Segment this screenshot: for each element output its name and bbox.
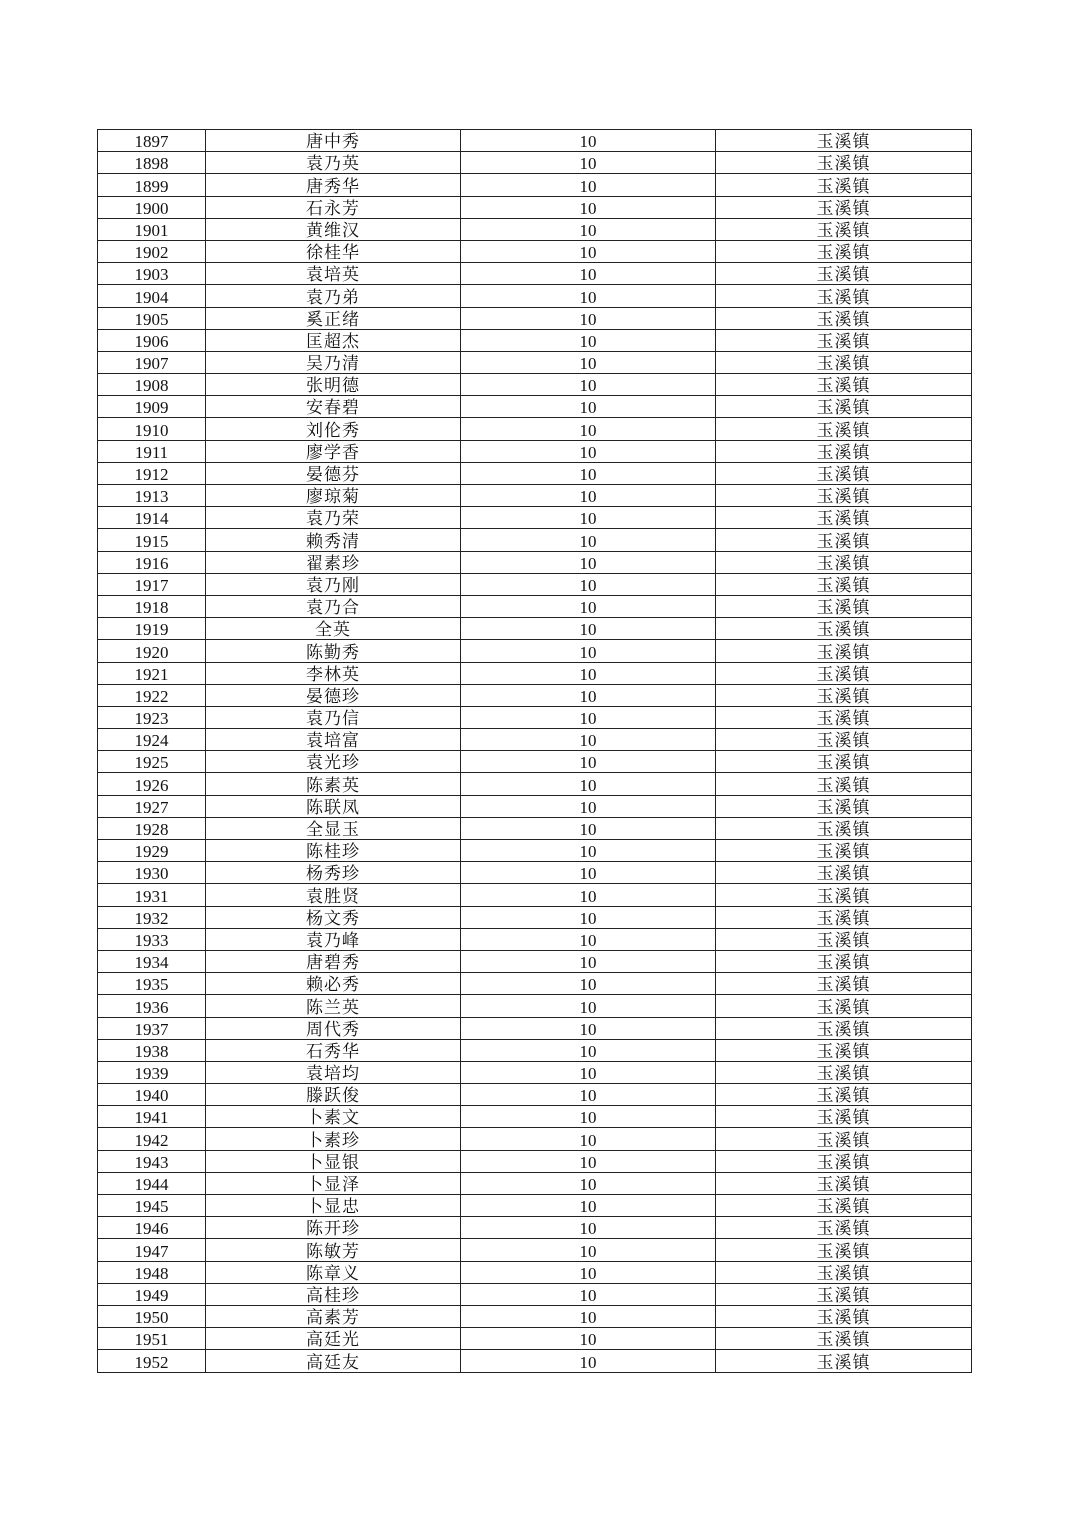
cell-amount: 10 xyxy=(461,218,716,240)
cell-name: 袁培均 xyxy=(206,1061,461,1083)
cell-town: 玉溪镇 xyxy=(716,1217,972,1239)
table-row xyxy=(98,1106,972,1128)
cell-number: 1923 xyxy=(98,706,206,728)
cell-town: 玉溪镇 xyxy=(716,1061,972,1083)
cell-town: 玉溪镇 xyxy=(716,1084,972,1106)
table-row xyxy=(98,418,972,440)
cell-number: 1909 xyxy=(98,396,206,418)
cell-amount: 10 xyxy=(461,817,716,839)
table-row xyxy=(98,263,972,285)
table-row xyxy=(98,840,972,862)
cell-name: 徐桂华 xyxy=(206,240,461,262)
cell-number: 1921 xyxy=(98,662,206,684)
cell-name: 袁培英 xyxy=(206,263,461,285)
cell-amount: 10 xyxy=(461,351,716,373)
cell-town: 玉溪镇 xyxy=(716,1172,972,1194)
table-row xyxy=(98,240,972,262)
cell-number: 1952 xyxy=(98,1350,206,1372)
table-row xyxy=(98,1217,972,1239)
cell-number: 1906 xyxy=(98,329,206,351)
cell-name: 廖琼菊 xyxy=(206,485,461,507)
cell-number: 1944 xyxy=(98,1172,206,1194)
cell-town: 玉溪镇 xyxy=(716,1283,972,1305)
cell-number: 1934 xyxy=(98,950,206,972)
cell-name: 陈桂珍 xyxy=(206,840,461,862)
table-row xyxy=(98,1195,972,1217)
cell-town: 玉溪镇 xyxy=(716,307,972,329)
cell-amount: 10 xyxy=(461,973,716,995)
cell-name: 袁乃弟 xyxy=(206,285,461,307)
records-table xyxy=(97,129,972,1373)
cell-number: 1936 xyxy=(98,995,206,1017)
cell-number: 1939 xyxy=(98,1061,206,1083)
cell-town: 玉溪镇 xyxy=(716,640,972,662)
table-row xyxy=(98,329,972,351)
cell-town: 玉溪镇 xyxy=(716,773,972,795)
table-row xyxy=(98,751,972,773)
cell-town: 玉溪镇 xyxy=(716,485,972,507)
cell-town: 玉溪镇 xyxy=(716,751,972,773)
cell-town: 玉溪镇 xyxy=(716,1328,972,1350)
table-row xyxy=(98,218,972,240)
table-row xyxy=(98,1150,972,1172)
cell-name: 袁培富 xyxy=(206,729,461,751)
cell-name: 陈素英 xyxy=(206,773,461,795)
table-row xyxy=(98,440,972,462)
cell-number: 1907 xyxy=(98,351,206,373)
cell-town: 玉溪镇 xyxy=(716,573,972,595)
cell-number: 1933 xyxy=(98,928,206,950)
cell-amount: 10 xyxy=(461,773,716,795)
cell-number: 1920 xyxy=(98,640,206,662)
cell-number: 1938 xyxy=(98,1039,206,1061)
cell-name: 卜显忠 xyxy=(206,1195,461,1217)
cell-number: 1941 xyxy=(98,1106,206,1128)
cell-name: 高素芳 xyxy=(206,1305,461,1327)
cell-town: 玉溪镇 xyxy=(716,396,972,418)
cell-amount: 10 xyxy=(461,573,716,595)
cell-town: 玉溪镇 xyxy=(716,196,972,218)
cell-name: 卜显银 xyxy=(206,1150,461,1172)
cell-amount: 10 xyxy=(461,462,716,484)
cell-name: 全英 xyxy=(206,618,461,640)
cell-town: 玉溪镇 xyxy=(716,973,972,995)
table-row xyxy=(98,529,972,551)
table-row xyxy=(98,1328,972,1350)
cell-name: 唐秀华 xyxy=(206,174,461,196)
table-row xyxy=(98,174,972,196)
cell-name: 吴乃清 xyxy=(206,351,461,373)
cell-number: 1901 xyxy=(98,218,206,240)
cell-name: 廖学香 xyxy=(206,440,461,462)
cell-number: 1917 xyxy=(98,573,206,595)
cell-name: 安春碧 xyxy=(206,396,461,418)
table-row xyxy=(98,152,972,174)
table-row xyxy=(98,485,972,507)
cell-number: 1942 xyxy=(98,1128,206,1150)
cell-number: 1898 xyxy=(98,152,206,174)
cell-amount: 10 xyxy=(461,1239,716,1261)
table-row xyxy=(98,1350,972,1372)
cell-name: 晏德珍 xyxy=(206,684,461,706)
cell-name: 陈联凤 xyxy=(206,795,461,817)
cell-name: 高桂珍 xyxy=(206,1283,461,1305)
cell-town: 玉溪镇 xyxy=(716,529,972,551)
cell-amount: 10 xyxy=(461,440,716,462)
cell-name: 唐碧秀 xyxy=(206,950,461,972)
cell-name: 袁光珍 xyxy=(206,751,461,773)
table-row xyxy=(98,1305,972,1327)
table-row xyxy=(98,706,972,728)
table-row xyxy=(98,973,972,995)
cell-town: 玉溪镇 xyxy=(716,263,972,285)
cell-name: 晏德芬 xyxy=(206,462,461,484)
cell-name: 周代秀 xyxy=(206,1017,461,1039)
cell-town: 玉溪镇 xyxy=(716,862,972,884)
cell-town: 玉溪镇 xyxy=(716,884,972,906)
cell-name: 赖秀清 xyxy=(206,529,461,551)
table-row xyxy=(98,462,972,484)
cell-amount: 10 xyxy=(461,706,716,728)
table-row xyxy=(98,1172,972,1194)
cell-amount: 10 xyxy=(461,1106,716,1128)
cell-number: 1897 xyxy=(98,130,206,152)
cell-amount: 10 xyxy=(461,1017,716,1039)
table-row xyxy=(98,640,972,662)
cell-name: 袁乃英 xyxy=(206,152,461,174)
cell-number: 1914 xyxy=(98,507,206,529)
cell-town: 玉溪镇 xyxy=(716,285,972,307)
cell-town: 玉溪镇 xyxy=(716,507,972,529)
cell-name: 袁乃信 xyxy=(206,706,461,728)
cell-name: 杨文秀 xyxy=(206,906,461,928)
cell-number: 1913 xyxy=(98,485,206,507)
cell-number: 1932 xyxy=(98,906,206,928)
cell-name: 石秀华 xyxy=(206,1039,461,1061)
cell-amount: 10 xyxy=(461,529,716,551)
cell-number: 1927 xyxy=(98,795,206,817)
cell-number: 1915 xyxy=(98,529,206,551)
cell-number: 1931 xyxy=(98,884,206,906)
cell-amount: 10 xyxy=(461,1350,716,1372)
table-row xyxy=(98,551,972,573)
cell-town: 玉溪镇 xyxy=(716,329,972,351)
cell-amount: 10 xyxy=(461,1150,716,1172)
table-row xyxy=(98,884,972,906)
cell-number: 1919 xyxy=(98,618,206,640)
cell-town: 玉溪镇 xyxy=(716,995,972,1017)
cell-amount: 10 xyxy=(461,995,716,1017)
cell-town: 玉溪镇 xyxy=(716,684,972,706)
table-row xyxy=(98,1061,972,1083)
table-row xyxy=(98,307,972,329)
cell-amount: 10 xyxy=(461,1061,716,1083)
cell-town: 玉溪镇 xyxy=(716,795,972,817)
cell-town: 玉溪镇 xyxy=(716,152,972,174)
cell-amount: 10 xyxy=(461,684,716,706)
cell-town: 玉溪镇 xyxy=(716,1039,972,1061)
cell-town: 玉溪镇 xyxy=(716,706,972,728)
cell-amount: 10 xyxy=(461,662,716,684)
cell-town: 玉溪镇 xyxy=(716,840,972,862)
cell-number: 1922 xyxy=(98,684,206,706)
table-row xyxy=(98,995,972,1017)
cell-name: 陈勤秀 xyxy=(206,640,461,662)
cell-number: 1926 xyxy=(98,773,206,795)
cell-town: 玉溪镇 xyxy=(716,218,972,240)
cell-number: 1946 xyxy=(98,1217,206,1239)
cell-number: 1947 xyxy=(98,1239,206,1261)
cell-amount: 10 xyxy=(461,795,716,817)
cell-number: 1925 xyxy=(98,751,206,773)
cell-number: 1911 xyxy=(98,440,206,462)
table-row xyxy=(98,862,972,884)
cell-town: 玉溪镇 xyxy=(716,662,972,684)
cell-name: 奚正绪 xyxy=(206,307,461,329)
cell-amount: 10 xyxy=(461,196,716,218)
cell-name: 卜素珍 xyxy=(206,1128,461,1150)
cell-town: 玉溪镇 xyxy=(716,729,972,751)
table-row xyxy=(98,1239,972,1261)
cell-town: 玉溪镇 xyxy=(716,1128,972,1150)
cell-amount: 10 xyxy=(461,396,716,418)
cell-number: 1912 xyxy=(98,462,206,484)
cell-number: 1937 xyxy=(98,1017,206,1039)
cell-name: 高廷光 xyxy=(206,1328,461,1350)
cell-amount: 10 xyxy=(461,263,716,285)
cell-name: 袁乃峰 xyxy=(206,928,461,950)
cell-number: 1924 xyxy=(98,729,206,751)
cell-number: 1935 xyxy=(98,973,206,995)
cell-amount: 10 xyxy=(461,884,716,906)
cell-amount: 10 xyxy=(461,1195,716,1217)
cell-town: 玉溪镇 xyxy=(716,1239,972,1261)
table-row xyxy=(98,285,972,307)
cell-amount: 10 xyxy=(461,928,716,950)
cell-name: 刘伦秀 xyxy=(206,418,461,440)
table-row xyxy=(98,773,972,795)
cell-town: 玉溪镇 xyxy=(716,240,972,262)
cell-name: 袁胜贤 xyxy=(206,884,461,906)
table-row xyxy=(98,928,972,950)
cell-amount: 10 xyxy=(461,751,716,773)
table-row xyxy=(98,130,972,152)
cell-amount: 10 xyxy=(461,1172,716,1194)
table-row xyxy=(98,595,972,617)
cell-number: 1900 xyxy=(98,196,206,218)
table-row xyxy=(98,374,972,396)
cell-town: 玉溪镇 xyxy=(716,551,972,573)
cell-number: 1899 xyxy=(98,174,206,196)
table-row xyxy=(98,573,972,595)
cell-town: 玉溪镇 xyxy=(716,351,972,373)
cell-amount: 10 xyxy=(461,1261,716,1283)
cell-amount: 10 xyxy=(461,374,716,396)
table-row xyxy=(98,351,972,373)
cell-name: 杨秀珍 xyxy=(206,862,461,884)
cell-town: 玉溪镇 xyxy=(716,618,972,640)
table-row xyxy=(98,795,972,817)
cell-number: 1902 xyxy=(98,240,206,262)
cell-name: 唐中秀 xyxy=(206,130,461,152)
cell-town: 玉溪镇 xyxy=(716,374,972,396)
table-row xyxy=(98,906,972,928)
cell-amount: 10 xyxy=(461,840,716,862)
cell-amount: 10 xyxy=(461,1128,716,1150)
cell-number: 1916 xyxy=(98,551,206,573)
cell-number: 1918 xyxy=(98,595,206,617)
cell-number: 1930 xyxy=(98,862,206,884)
cell-name: 张明德 xyxy=(206,374,461,396)
cell-name: 袁乃刚 xyxy=(206,573,461,595)
table-row xyxy=(98,196,972,218)
cell-amount: 10 xyxy=(461,152,716,174)
cell-town: 玉溪镇 xyxy=(716,1350,972,1372)
cell-amount: 10 xyxy=(461,862,716,884)
table-row xyxy=(98,817,972,839)
cell-name: 高廷友 xyxy=(206,1350,461,1372)
cell-amount: 10 xyxy=(461,595,716,617)
cell-amount: 10 xyxy=(461,1328,716,1350)
cell-number: 1908 xyxy=(98,374,206,396)
cell-number: 1945 xyxy=(98,1195,206,1217)
cell-number: 1950 xyxy=(98,1305,206,1327)
cell-amount: 10 xyxy=(461,130,716,152)
records-table-body xyxy=(98,130,972,1373)
cell-amount: 10 xyxy=(461,729,716,751)
table-row xyxy=(98,1261,972,1283)
cell-amount: 10 xyxy=(461,1084,716,1106)
cell-number: 1943 xyxy=(98,1150,206,1172)
cell-number: 1951 xyxy=(98,1328,206,1350)
cell-name: 袁乃合 xyxy=(206,595,461,617)
cell-town: 玉溪镇 xyxy=(716,1106,972,1128)
cell-name: 卜显泽 xyxy=(206,1172,461,1194)
table-row xyxy=(98,507,972,529)
table-row xyxy=(98,1017,972,1039)
cell-amount: 10 xyxy=(461,618,716,640)
table-row xyxy=(98,1128,972,1150)
cell-town: 玉溪镇 xyxy=(716,1017,972,1039)
table-row xyxy=(98,1283,972,1305)
cell-name: 卜素文 xyxy=(206,1106,461,1128)
cell-town: 玉溪镇 xyxy=(716,174,972,196)
cell-name: 翟素珍 xyxy=(206,551,461,573)
table-row xyxy=(98,1084,972,1106)
cell-amount: 10 xyxy=(461,1283,716,1305)
cell-town: 玉溪镇 xyxy=(716,440,972,462)
cell-amount: 10 xyxy=(461,1217,716,1239)
cell-number: 1929 xyxy=(98,840,206,862)
cell-town: 玉溪镇 xyxy=(716,1261,972,1283)
cell-amount: 10 xyxy=(461,418,716,440)
cell-name: 黄维汉 xyxy=(206,218,461,240)
cell-amount: 10 xyxy=(461,551,716,573)
table-row xyxy=(98,396,972,418)
cell-name: 陈章义 xyxy=(206,1261,461,1283)
cell-number: 1949 xyxy=(98,1283,206,1305)
cell-town: 玉溪镇 xyxy=(716,595,972,617)
cell-amount: 10 xyxy=(461,906,716,928)
cell-town: 玉溪镇 xyxy=(716,950,972,972)
cell-amount: 10 xyxy=(461,1039,716,1061)
cell-town: 玉溪镇 xyxy=(716,462,972,484)
cell-number: 1948 xyxy=(98,1261,206,1283)
cell-number: 1905 xyxy=(98,307,206,329)
table-row xyxy=(98,618,972,640)
cell-town: 玉溪镇 xyxy=(716,1195,972,1217)
cell-name: 石永芳 xyxy=(206,196,461,218)
cell-name: 滕跃俊 xyxy=(206,1084,461,1106)
cell-name: 陈敏芳 xyxy=(206,1239,461,1261)
cell-number: 1940 xyxy=(98,1084,206,1106)
cell-town: 玉溪镇 xyxy=(716,418,972,440)
cell-name: 袁乃荣 xyxy=(206,507,461,529)
table-row xyxy=(98,950,972,972)
cell-name: 李林英 xyxy=(206,662,461,684)
cell-name: 陈开珍 xyxy=(206,1217,461,1239)
table-row xyxy=(98,684,972,706)
table-row xyxy=(98,1039,972,1061)
cell-amount: 10 xyxy=(461,329,716,351)
cell-amount: 10 xyxy=(461,174,716,196)
cell-town: 玉溪镇 xyxy=(716,130,972,152)
cell-amount: 10 xyxy=(461,1305,716,1327)
table-row xyxy=(98,662,972,684)
cell-town: 玉溪镇 xyxy=(716,928,972,950)
cell-amount: 10 xyxy=(461,507,716,529)
cell-amount: 10 xyxy=(461,950,716,972)
cell-town: 玉溪镇 xyxy=(716,817,972,839)
cell-name: 全显玉 xyxy=(206,817,461,839)
cell-number: 1903 xyxy=(98,263,206,285)
cell-number: 1910 xyxy=(98,418,206,440)
cell-amount: 10 xyxy=(461,240,716,262)
cell-name: 陈兰英 xyxy=(206,995,461,1017)
cell-town: 玉溪镇 xyxy=(716,1305,972,1327)
cell-amount: 10 xyxy=(461,285,716,307)
cell-amount: 10 xyxy=(461,307,716,329)
cell-number: 1928 xyxy=(98,817,206,839)
table-row xyxy=(98,729,972,751)
cell-name: 匡超杰 xyxy=(206,329,461,351)
cell-amount: 10 xyxy=(461,640,716,662)
cell-town: 玉溪镇 xyxy=(716,1150,972,1172)
cell-number: 1904 xyxy=(98,285,206,307)
cell-name: 赖必秀 xyxy=(206,973,461,995)
cell-town: 玉溪镇 xyxy=(716,906,972,928)
cell-amount: 10 xyxy=(461,485,716,507)
